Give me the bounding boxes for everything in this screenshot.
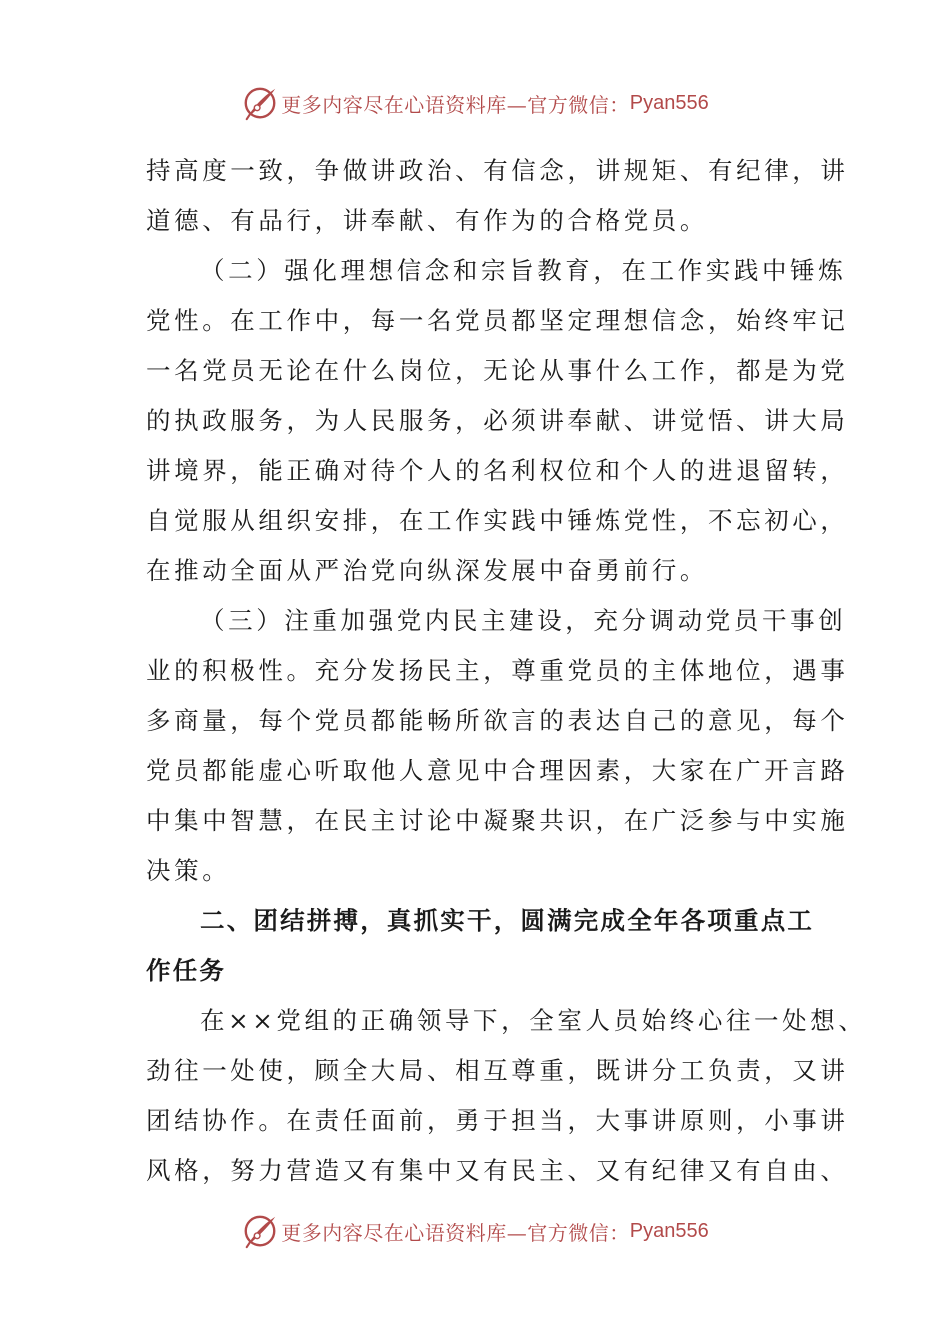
paragraph xyxy=(146,146,849,246)
watermark-wechat-id: Pyan556 xyxy=(629,91,709,114)
text-line: （三）注重加强党内民主建设，充分调动党员干事创 xyxy=(200,606,847,635)
quill-logo-icon xyxy=(241,1212,279,1250)
paragraph xyxy=(146,596,849,896)
text-line: 风格，努力营造又有集中又有民主、又有纪律又有自由、 xyxy=(146,1156,849,1185)
paragraph xyxy=(146,996,867,1196)
paragraph xyxy=(146,246,849,596)
watermark-text: 更多内容尽在心语资料库—官方微信： xyxy=(281,1220,630,1245)
section-heading xyxy=(146,896,815,996)
watermark-text: 更多内容尽在心语资料库—官方微信： xyxy=(281,92,630,117)
header-watermark xyxy=(0,83,950,123)
text-line: 劲往一处使，顾全大局、相互尊重，既讲分工负责，又讲 xyxy=(146,1056,849,1085)
text-line: 党性。在工作中，每一名党员都坚定理想信念，始终牢记 xyxy=(146,306,849,335)
text-line: 持高度一致，争做讲政治、有信念，讲规矩、有纪律，讲 xyxy=(146,156,849,185)
text-line: （二）强化理想信念和宗旨教育，在工作实践中锤炼 xyxy=(200,256,847,285)
text-line: 中集中智慧，在民主讨论中凝聚共识，在广泛参与中实施 xyxy=(146,806,849,835)
footer-watermark xyxy=(0,1211,950,1251)
text-line: 自觉服从组织安排，在工作实践中锤炼党性，不忘初心， xyxy=(146,506,849,535)
text-line: 在推动全面从严治党向纵深发展中奋勇前行。 xyxy=(146,556,708,585)
text-line: 决策。 xyxy=(146,856,231,885)
text-line: 讲境界，能正确对待个人的名利权位和个人的进退留转， xyxy=(146,456,849,485)
text-line: 二、团结拼搏，真抓实干，圆满完成全年各项重点工 xyxy=(200,906,815,935)
document-body xyxy=(146,146,867,1196)
text-line: 的执政服务，为人民服务，必须讲奉献、讲觉悟、讲大局 xyxy=(146,406,849,435)
text-line: 团结协作。在责任面前，勇于担当，大事讲原则，小事讲 xyxy=(146,1106,849,1135)
watermark-wechat-id: Pyan556 xyxy=(629,1219,709,1242)
text-line: 在××党组的正确领导下，全室人员始终心往一处想、 xyxy=(200,1006,867,1035)
text-line: 多商量，每个党员都能畅所欲言的表达自己的意见，每个 xyxy=(146,706,849,735)
text-line: 道德、有品行，讲奉献、有作为的合格党员。 xyxy=(146,206,708,235)
text-line: 一名党员无论在什么岗位，无论从事什么工作，都是为党 xyxy=(146,356,849,385)
text-line: 业的积极性。充分发扬民主，尊重党员的主体地位，遇事 xyxy=(146,656,849,685)
text-line: 党员都能虚心听取他人意见中合理因素，大家在广开言路 xyxy=(146,756,849,785)
text-line: 作任务 xyxy=(146,956,227,985)
quill-logo-icon xyxy=(241,84,279,122)
